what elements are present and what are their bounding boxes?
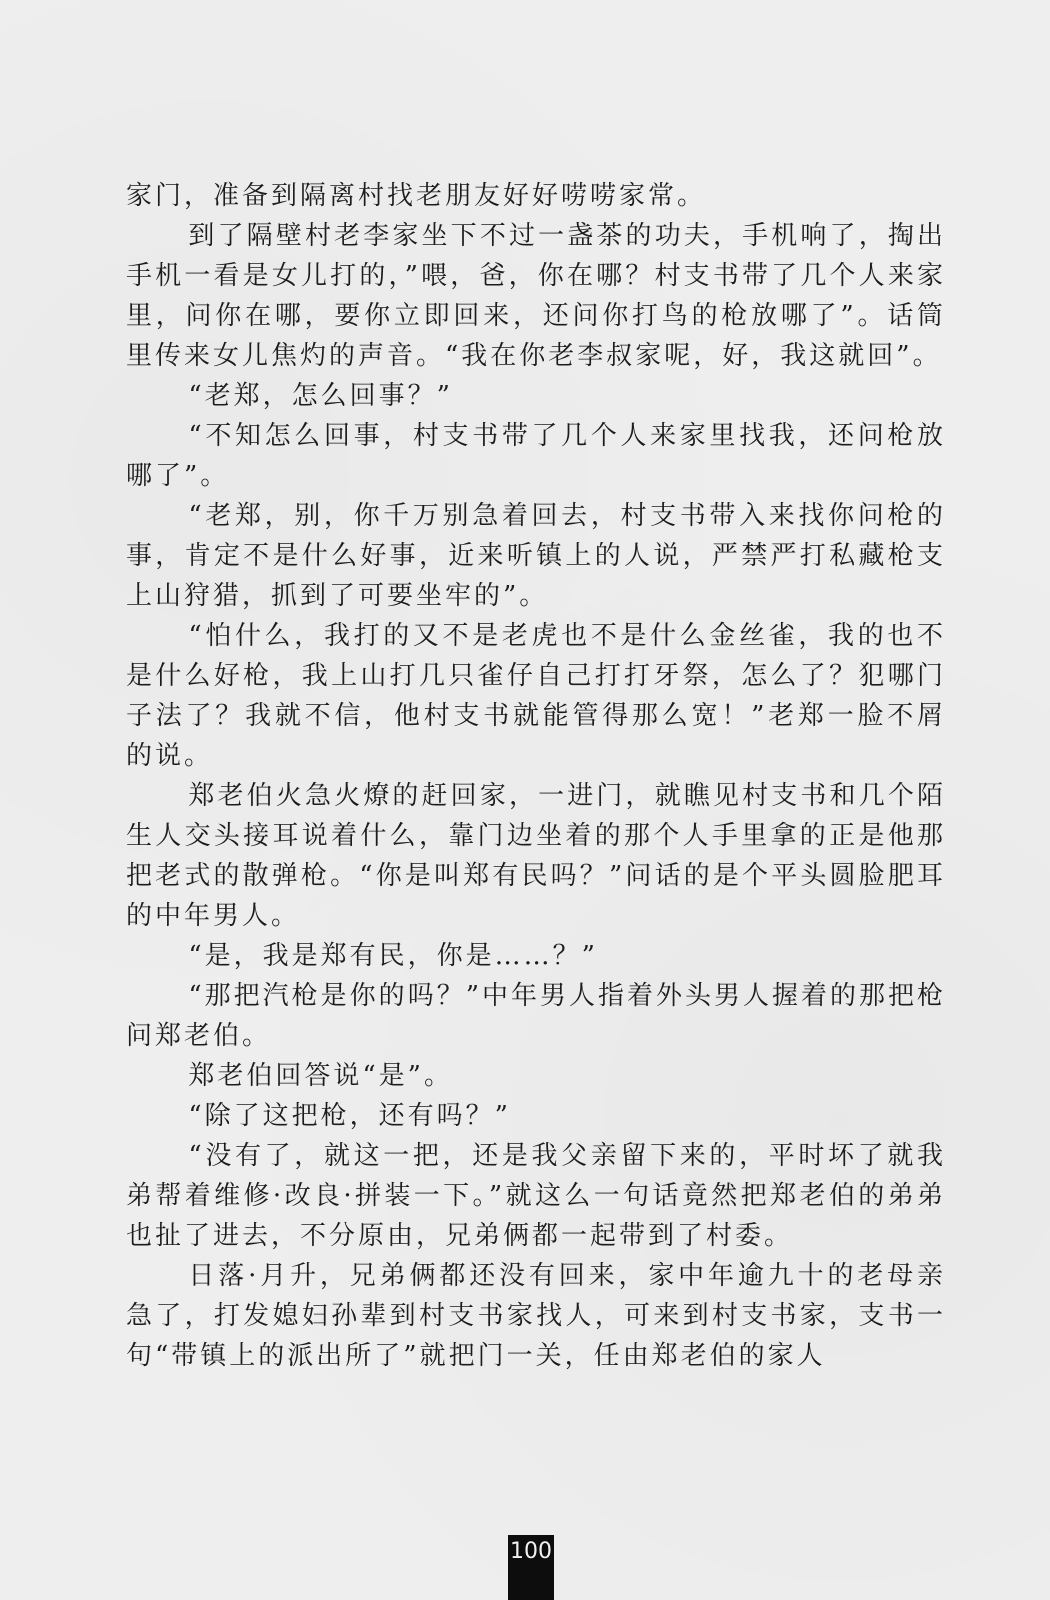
paragraph-8: “是，我是郑有民，你是……？” bbox=[188, 941, 598, 971]
paragraph-9: “那把汽枪是你的吗？”中年男人指着外头男人握着的那把枪问郑老伯。 bbox=[126, 981, 946, 1051]
page-number: 100 bbox=[508, 1535, 554, 1600]
paragraph-11: “除了这把枪，还有吗？” bbox=[188, 1101, 511, 1131]
paragraph-5: “老郑，别，你千万别急着回去，村支书带入来找你问枪的事，肯定不是什么好事，近来听镇上的人说，严禁严打私藏枪支上山狩猎，抓到了可要坐牢的”。 bbox=[126, 501, 946, 611]
paragraph-13: 日落·月升，兄弟俩都还没有回来，家中年逾九十的老母亲急了，打发媳妇孙辈到村支书家找人，可来到村支书家，支书一句“带镇上的派出所了”就把门一关，任由郑老伯的家人 bbox=[126, 1261, 946, 1371]
body-text bbox=[126, 176, 946, 1376]
paragraph-12: “没有了，就这一把，还是我父亲留下来的，平时坏了就我弟帮着维修·改良·拼装一下。”就这么一句话竟然把郑老伯的弟弟也扯了进去，不分原由，兄弟俩都一起带到了村委。 bbox=[126, 1141, 946, 1251]
paragraph-7: 郑老伯火急火燎的赶回家，一进门，就瞧见村支书和几个陌生人交头接耳说着什么，靠门边坐着的那个人手里拿的正是他那把老式的散弹枪。“你是叫郑有民吗？”问话的是个平头圆脸肥耳的中年男人。 bbox=[126, 781, 946, 931]
paragraph-4: “不知怎么回事，村支书带了几个人来家里找我，还问枪放哪了”。 bbox=[126, 421, 946, 491]
paragraph-1: 家门，准备到隔离村找老朋友好好唠唠家常。 bbox=[126, 181, 707, 211]
paragraph-10: 郑老伯回答说“是”。 bbox=[188, 1061, 453, 1091]
paragraph-2: 到了隔壁村老李家坐下不过一盏茶的功夫，手机响了，掏出手机一看是女儿打的，”喂，爸，你在哪？村支书带了几个人来家里，问你在哪，要你立即回来，还问你打鸟的枪放哪了”。话筒里传来女儿焦灼的声音。“我在你老李叔家呢，好，我这就回”。 bbox=[126, 221, 946, 371]
paragraph-3: “老郑，怎么回事？” bbox=[188, 381, 453, 411]
paragraph-6: “怕什么，我打的又不是老虎也不是什么金丝雀，我的也不是什么好枪，我上山打几只雀仔自己打打牙祭，怎么了？犯哪门子法了？我就不信，他村支书就能管得那么宽！”老郑一脸不屑的说。 bbox=[126, 621, 946, 771]
